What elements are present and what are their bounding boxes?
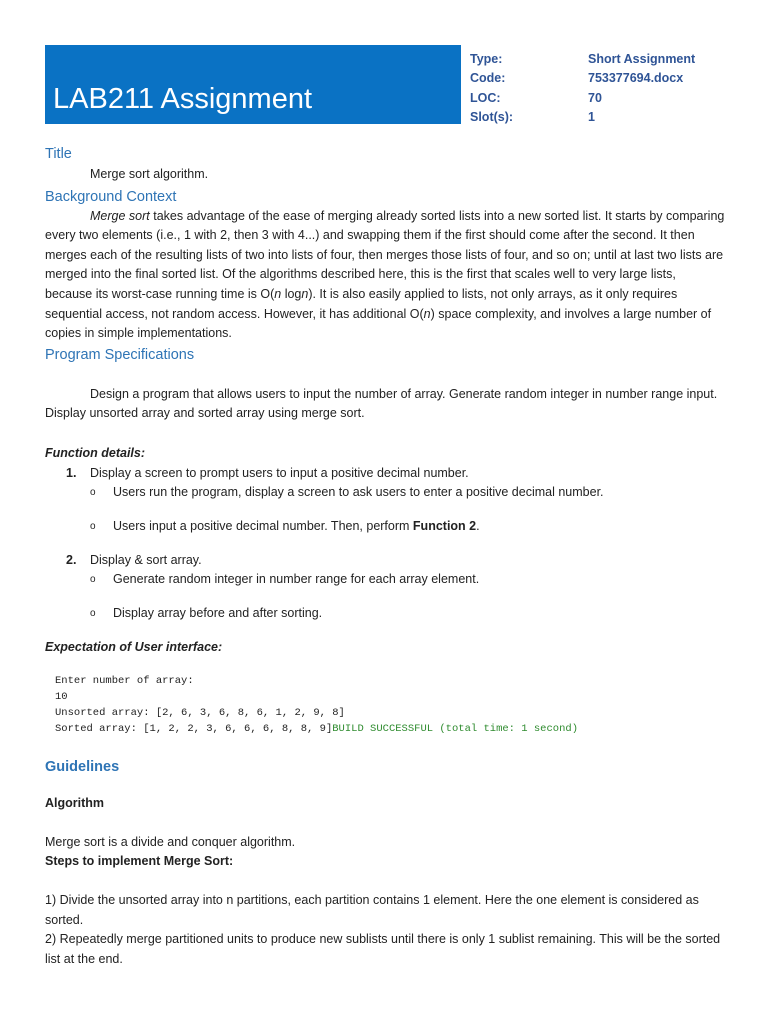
meta-value: 753377694.docx [588,71,684,86]
meta-row-slots [470,108,760,128]
sub-item-text: Users run the program, display a screen to ask users to enter a positive decimal number. [113,484,604,499]
sub-item-text: Display array before and after sorting. [113,605,323,620]
function-list [45,464,725,623]
meta-label: Type: [470,51,503,66]
sub-item-end: . [476,518,480,533]
title-text: Merge sort algorithm. [90,167,209,181]
bullet-icon: o [90,573,96,585]
function-number: 2. [66,552,77,567]
sub-list [90,570,725,623]
var-n: n [301,286,309,301]
background-text-1: takes advantage of the ease of merging already sorted lists into a new sorted list. It starts by comparing every two elements (i.e., 1 with 2, then 3 with 4...) and swapping them if the first should come after the second. It then merges each of the resulting lists of two into lists of four, then merges those lists of four, and so on; until at last two lists are merged into the final sorted list. Of the algorithms described here, this is the first that scales well to very large lists, because its worst-case running time is O( [45,208,725,301]
meta-label: LOC: [470,90,501,105]
meta-row-type [470,49,760,69]
meta-value: Short Assignment [588,51,696,66]
sub-item [90,570,725,589]
bullet-icon: o [90,607,96,619]
sub-item [90,604,725,623]
spec-text: Design a program that allows users to input the number of array. Generate random integer in number range input. Display unsorted array and sorted array using merge sort. [45,386,718,421]
background-heading: Background Context [45,188,177,205]
sub-item-text: Generate random integer in number range for each array element. [113,571,480,586]
bullet-icon: o [90,520,96,532]
meta-value: 1 [588,110,595,125]
background-paragraph [45,207,725,344]
step-1: 1) Divide the unsorted array into n partitions, each partition contains 1 element. Here the one element is considered as sorted. [45,892,699,927]
ui-expectation-label: Expectation of User interface: [45,639,223,654]
background-text-3: ). It is also easily applied to lists, not only arrays, as it only requires sequential access, not random access. However, it has additional O( [45,286,678,321]
background-text-4: ) space complexity, and involves a large number of copies in simple implementations. [45,306,712,341]
function-label: Display & sort array. [90,552,202,567]
function-item-1 [66,464,725,536]
bullet-icon: o [90,486,96,498]
guidelines-intro: Merge sort is a divide and conquer algorithm. [45,834,296,849]
sub-item [90,483,725,502]
var-n: n [274,286,282,301]
spec-heading: Program Specifications [45,346,195,363]
algorithm-label: Algorithm [45,796,105,811]
page-title: LAB211 Assignment [53,83,313,115]
console-sorted: Sorted array: [1, 2, 2, 3, 6, 6, 6, 8, 8, 9] [55,723,333,736]
sub-item-text: Users input a positive decimal number. Then, perform [113,518,413,533]
steps-label: Steps to implement Merge Sort: [45,854,234,869]
console-line [55,721,725,737]
function-item-2 [66,551,725,623]
console-line: Unsorted array: [2, 6, 3, 6, 8, 6, 1, 2, 9, 8] [55,707,345,720]
var-n: n [423,306,431,321]
sub-item [90,517,725,536]
console-line: 10 [55,691,68,704]
function-number: 1. [66,465,77,480]
meta-label: Code: [470,71,506,86]
header-banner [45,45,461,124]
merge-sort-term: Merge sort [90,208,150,223]
title-heading: Title [45,146,72,162]
meta-value: 70 [588,90,602,105]
function-label: Display a screen to prompt users to input a positive decimal number. [90,465,469,480]
sub-list [90,483,725,536]
console-line: Enter number of array: [55,675,194,688]
function-details-label: Function details: [45,445,145,460]
console-output [45,673,725,737]
meta-row-code [470,69,760,89]
meta-table [470,49,760,127]
guidelines-heading: Guidelines [45,759,120,776]
document-body [45,144,725,969]
function-2-ref: Function 2 [412,518,477,533]
background-text-2: log [281,286,302,301]
step-2: 2) Repeatedly merge partitioned units to produce new sublists until there is only 1 sublist remaining. This will be the sorted list at the end. [45,932,721,966]
console-build-status: BUILD SUCCESSFUL (total time: 1 second) [332,723,578,736]
meta-row-loc [470,88,760,108]
meta-label: Slot(s): [470,110,514,125]
